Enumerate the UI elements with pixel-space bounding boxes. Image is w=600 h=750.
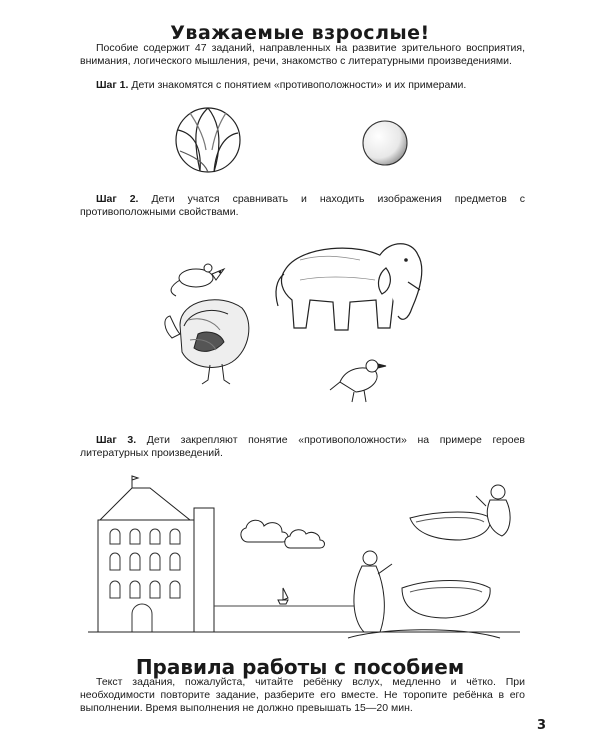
step-2-illustration — [150, 230, 450, 410]
old-woman-with-trough-icon — [410, 485, 510, 540]
step-1-text: Дети знакомятся с понятием «противоположности» и их примерами. — [131, 79, 467, 91]
intro-paragraph: Пособие содержит 47 заданий, направленных на развитие зрительного восприятия, внимания, логического мышления, речи, знакомство с литературными произведениями. — [80, 42, 525, 67]
step-1-label: Шаг 1. — [96, 79, 129, 91]
clouds-icon — [241, 520, 325, 548]
step-3-label: Шаг 3. — [96, 434, 137, 446]
step-1-paragraph — [80, 79, 525, 92]
sailboat-icon — [278, 588, 288, 604]
page-number: 3 — [536, 718, 546, 733]
elephant-icon — [276, 244, 422, 330]
old-woman-with-broken-trough-icon — [348, 551, 500, 638]
step-3-illustration — [80, 470, 525, 650]
step-2-label: Шаг 2. — [96, 193, 139, 205]
small-ball-icon — [363, 121, 407, 165]
step-3-paragraph — [80, 434, 525, 460]
step-1-illustration — [170, 105, 460, 175]
mouse-icon — [171, 264, 224, 296]
page-title: Уважаемые взрослые! — [170, 22, 430, 44]
rules-paragraph: Текст задания, пожалуйста, читайте ребёнку вслух, медленно и чётко. При необходимости повторите задание, разберите его вместе. Не торопите ребёнка в его выполнении. Время выполнения не должно превышать 15—20 мин. — [80, 676, 525, 714]
big-ball-icon — [176, 108, 240, 172]
step-2-text: Дети учатся сравнивать и находить изображения предметов с противоположными свойствами. — [80, 193, 525, 218]
rules-title: Правила работы с пособием — [135, 655, 465, 679]
turkey-icon — [165, 300, 249, 384]
step-2-paragraph — [80, 193, 525, 219]
sparrow-icon — [330, 360, 386, 402]
step-3-text: Дети закрепляют понятие «противоположности» на примере героев литературных произведений. — [80, 434, 525, 459]
